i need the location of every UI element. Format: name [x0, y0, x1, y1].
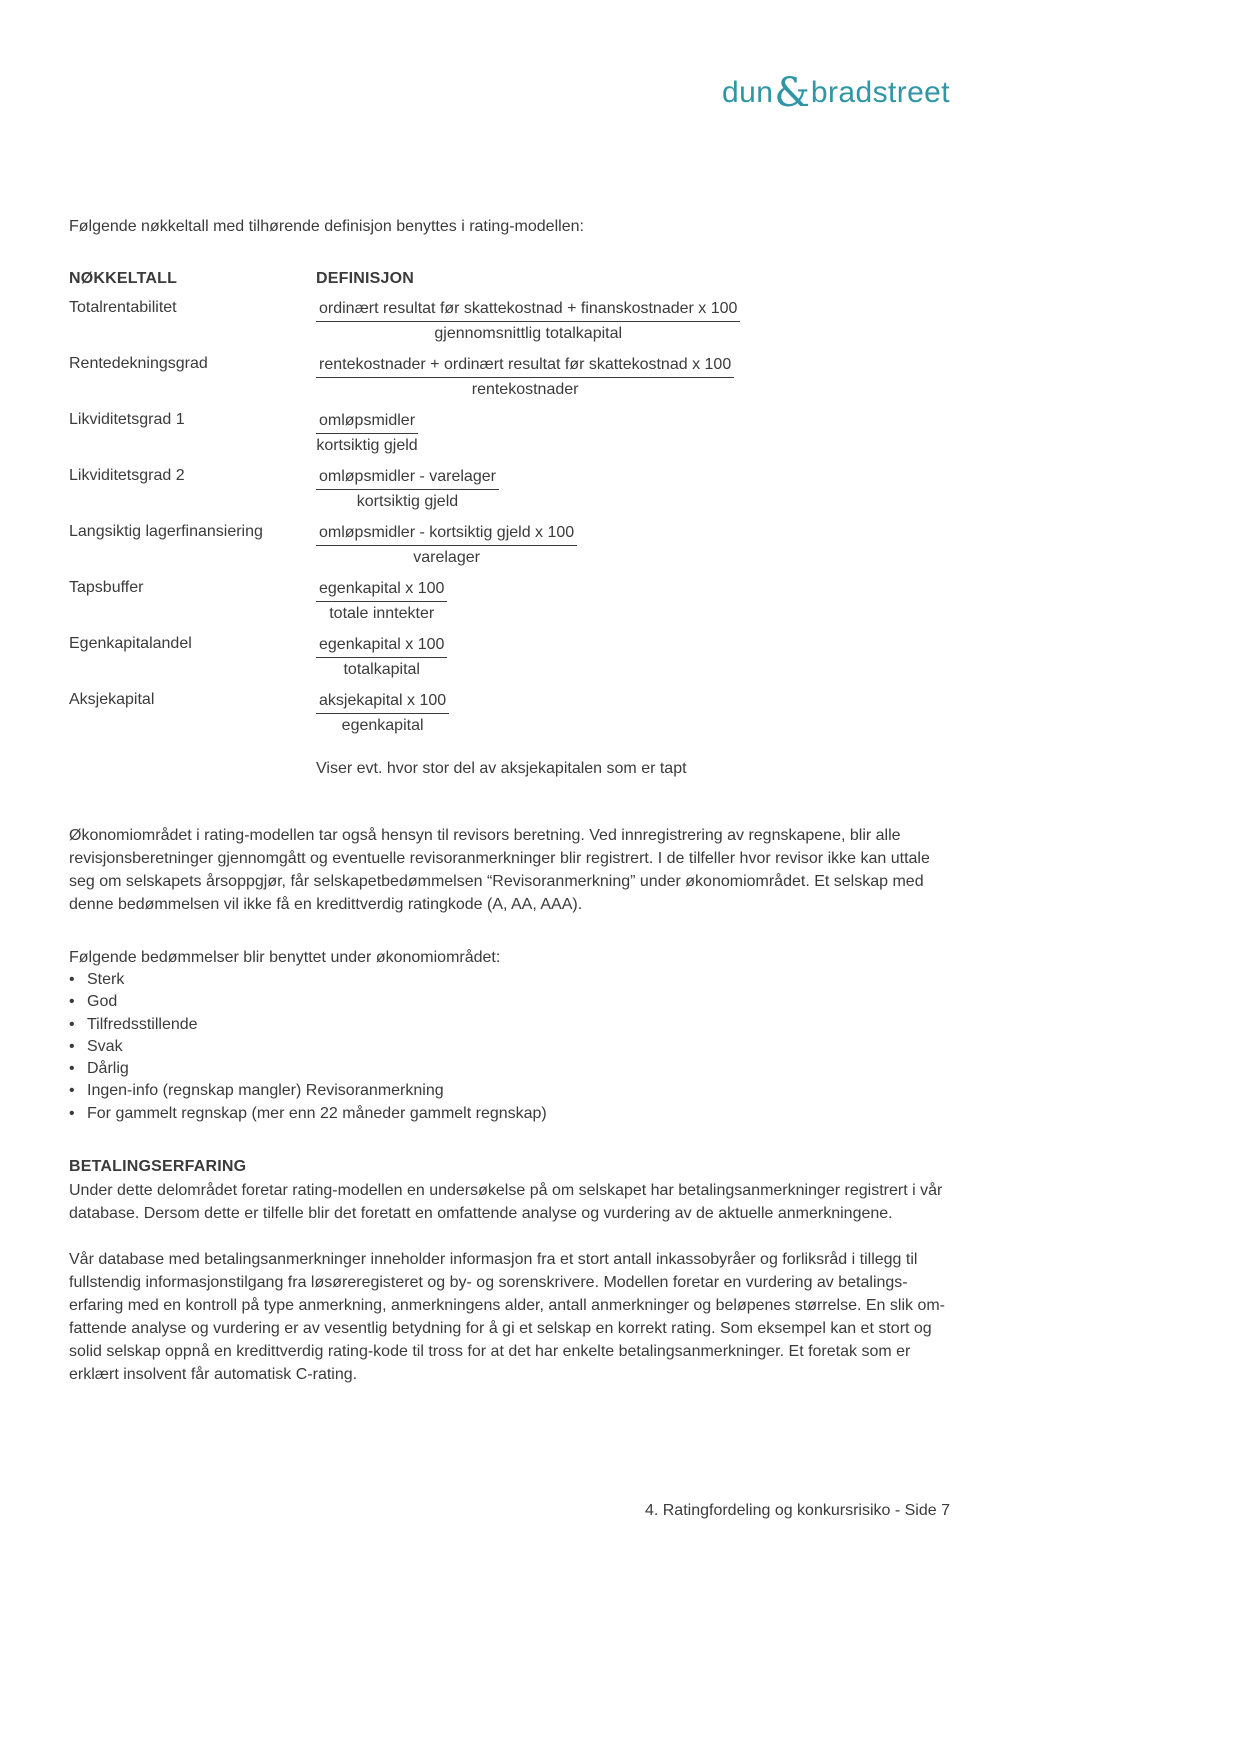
ratio-name: Rentedekningsgrad [69, 355, 208, 372]
aksjekapital-note: Viser evt. hvor stor del av aksjekapitalen som er tapt [316, 760, 687, 777]
dun-bradstreet-logo [69, 70, 950, 116]
bullet-icon: • [69, 1015, 75, 1033]
bullet-icon: • [69, 1037, 75, 1055]
page-content [69, 0, 950, 1386]
list-item [69, 1080, 950, 1102]
logo-text-bradstreet: bradstreet [810, 76, 950, 109]
page-footer: 4. Ratingfordeling og konkursrisiko - Side 7 [644, 1502, 950, 1519]
ratio-name: Likviditetsgrad 1 [69, 411, 185, 428]
table-row [69, 577, 950, 624]
table-row [69, 689, 950, 736]
fraction-numerator: omløpsmidler [316, 409, 418, 434]
fraction-denominator: egenkapital [341, 717, 424, 734]
list-item-label: God [87, 993, 118, 1011]
fraction-numerator: ordinært resultat før skattekostnad + finanskostnader x 100 [316, 297, 740, 322]
ratio-definition-fraction [316, 297, 740, 344]
list-item [69, 991, 950, 1013]
ratio-name: Egenkapitalandel [69, 635, 192, 652]
logo-text-dun: dun [722, 76, 774, 109]
ratio-definition-fraction [316, 409, 418, 456]
list-item [69, 1058, 950, 1080]
ampersand-icon: & [774, 70, 810, 116]
list-item-label: Ingen-info (regnskap mangler) Revisoranmerkning [87, 1082, 444, 1100]
fraction-numerator: omløpsmidler - varelager [316, 465, 499, 490]
list-item-label: For gammelt regnskap (mer enn 22 måneder gammelt regnskap) [87, 1104, 547, 1122]
ratio-name: Totalrentabilitet [69, 299, 177, 316]
list-item [69, 1103, 950, 1125]
fraction-numerator: aksjekapital x 100 [316, 689, 449, 714]
economy-area-paragraph: Økonomiområdet i rating-modellen tar også hensyn til revisors beretning. Ved innregistrering av regnskapene, blir alle revisjonsberetninger gjennomgått og eventuelle revisoranmerkninger blir registrert. I de tilfeller hvor revisor ikke kan uttale seg om selskapets årsoppgjør, får selskapetbedømmelsen “Revisoranmerkning” under økonomiområdet. Et selskap med denne bedømmelsen vil ikke få en kredittverdig ratingkode (A, AA, AAA). [69, 827, 930, 913]
fraction-numerator: omløpsmidler - kortsiktig gjeld x 100 [316, 521, 577, 546]
table-header-row [69, 270, 950, 288]
bullet-icon: • [69, 1104, 75, 1122]
fraction-numerator: rentekostnader + ordinært resultat før skattekostnad x 100 [316, 353, 734, 378]
intro-paragraph: Følgende nøkkeltall med tilhørende definisjon benyttes i rating-modellen: [69, 218, 584, 235]
ratio-definition-fraction [316, 521, 577, 568]
column-header-definisjon: DEFINISJON [316, 270, 415, 287]
assessment-list-intro: Følgende bedømmelser blir benyttet under økonomiområdet: [69, 949, 501, 966]
ratio-name: Aksjekapital [69, 691, 155, 708]
payment-experience-paragraph-1: Under dette delområdet foretar rating-modellen en undersøkelse på om selskapet har betalingsanmerkninger registrert i vår database. Dersom dette er tilfelle blir det foretatt en omfattende analyse og vurdering av de aktuelle anmerkningene. [69, 1182, 943, 1223]
ratio-definition-fraction [316, 465, 499, 512]
payment-experience-paragraph-2: Vår database med betalingsanmerkninger inneholder informasjon fra et stort antall inkassobyråer og forliksråd i tillegg til fullstendig informasjonstilgang fra løsøreregisteret og by- og sorenskrivere. Modellen foretar en vurdering av betalings- erfaring med en kontroll på type anmerkning, anmerkningens alder, antall anmerkninger og beløpenes størrelse. En slik om- fattende analyse og vurdering er av vesentlig betydning for å gi et selskap en korrekt rating. Som eksempel kan et stort og solid selskap oppnå en kredittverdig rating-kode til tross for at det har enkelte betalingsanmerkninger. Et foretak som er erklært insolvent får automatisk C-rating. [69, 1251, 945, 1384]
fraction-denominator: varelager [413, 549, 480, 566]
list-item-label: Sterk [87, 971, 125, 988]
fraction-denominator: totalkapital [343, 661, 420, 678]
ratio-name: Likviditetsgrad 2 [69, 467, 185, 484]
fraction-denominator: kortsiktig gjeld [356, 493, 459, 510]
fraction-denominator: kortsiktig gjeld [316, 437, 418, 454]
list-item [69, 1014, 950, 1036]
table-row [69, 521, 950, 568]
ratio-name: Langsiktig lagerfinansiering [69, 523, 263, 540]
list-item-label: Dårlig [87, 1060, 129, 1078]
fraction-denominator: rentekostnader [471, 381, 579, 398]
list-item-label: Tilfredsstillende [87, 1015, 198, 1033]
table-row [69, 465, 950, 512]
ratio-name: Tapsbuffer [69, 579, 144, 596]
bullet-icon: • [69, 971, 75, 988]
fraction-denominator: totale inntekter [329, 605, 435, 622]
table-row [69, 409, 950, 456]
ratio-definition-fraction [316, 577, 447, 624]
list-item [69, 1036, 950, 1058]
list-item-label: Svak [87, 1037, 123, 1055]
bullet-icon: • [69, 1060, 75, 1078]
bullet-icon: • [69, 993, 75, 1011]
fraction-numerator: egenkapital x 100 [316, 633, 447, 658]
bullet-icon: • [69, 1082, 75, 1100]
section-heading-betalingserfaring: BETALINGSERFARING [69, 1158, 247, 1176]
fraction-numerator: egenkapital x 100 [316, 577, 447, 602]
table-row [69, 297, 950, 344]
ratio-definition-fraction [316, 353, 734, 400]
ratio-definition-fraction [316, 633, 447, 680]
list-item [69, 969, 950, 991]
ratio-definition-fraction [316, 689, 449, 736]
column-header-nokkeltall: NØKKELTALL [69, 270, 178, 287]
table-row [69, 633, 950, 680]
table-row [69, 353, 950, 400]
fraction-denominator: gjennomsnittlig totalkapital [434, 325, 623, 342]
